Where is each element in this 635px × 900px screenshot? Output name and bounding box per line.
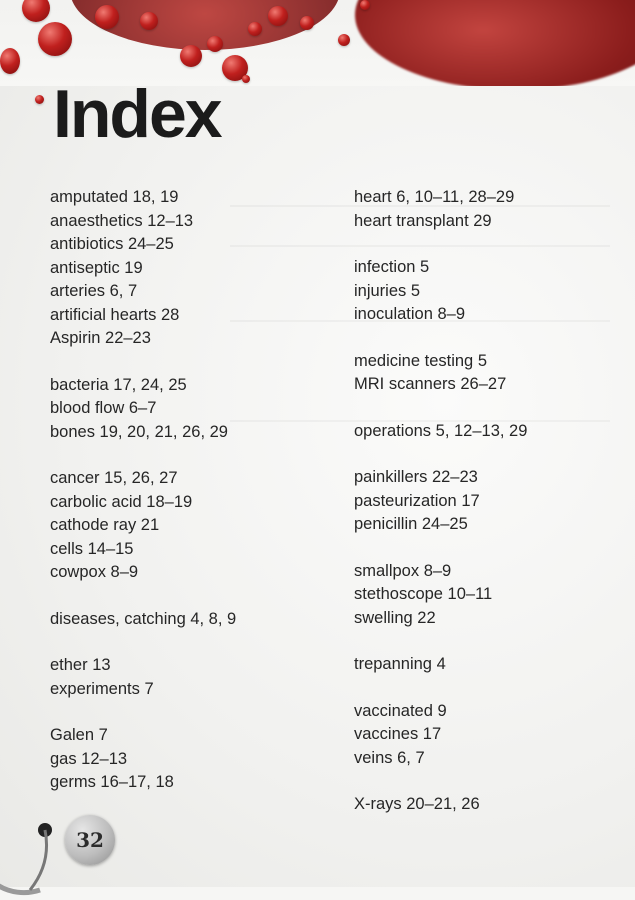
- index-group: [354, 466, 614, 537]
- blood-cell-icon: [355, 0, 635, 86]
- index-group: [354, 420, 614, 444]
- blood-drop-icon: [242, 75, 250, 83]
- index-entry: operations 5, 12–13, 29: [354, 421, 528, 440]
- blood-drop-icon: [180, 45, 202, 67]
- blood-drop-icon: [360, 0, 370, 10]
- blood-drop-icon: [35, 95, 44, 104]
- index-entry: heart 6, 10–11, 28–29: [354, 188, 515, 206]
- index-group: [50, 654, 310, 701]
- page-number-badge: 32: [65, 815, 115, 865]
- index-column-left: [50, 186, 310, 818]
- index-entry: blood flow 6–7: [50, 399, 157, 417]
- index-group: [354, 793, 614, 817]
- blood-drop-icon: [207, 36, 223, 52]
- index-group: [354, 186, 614, 233]
- index-entry: bones 19, 20, 21, 26, 29: [50, 422, 228, 441]
- blood-drop-icon: [95, 5, 119, 29]
- index-group: [354, 350, 614, 397]
- index-entry: medicine testing 5: [354, 351, 487, 370]
- index-column-right: [354, 186, 614, 840]
- blood-drop-icon: [268, 6, 288, 26]
- index-entry: inoculation 8–9: [354, 305, 466, 323]
- index-entry: pasteurization 17: [354, 491, 480, 510]
- index-entry: germs 16–17, 18: [50, 773, 174, 791]
- index-entry: arteries 6, 7: [50, 282, 138, 300]
- index-entry: Aspirin 22–23: [50, 329, 151, 347]
- index-entry: experiments 7: [50, 679, 154, 698]
- index-entry: infection 5: [354, 258, 430, 276]
- index-group: [354, 653, 614, 677]
- index-entry: ether 13: [50, 656, 111, 674]
- index-entry: stethoscope 10–11: [354, 585, 493, 603]
- index-group: [50, 724, 310, 795]
- index-group: [354, 560, 614, 631]
- index-entry: X-rays 20–21, 26: [354, 795, 480, 813]
- index-entry: vaccinated 9: [354, 701, 447, 720]
- index-entry: smallpox 8–9: [354, 561, 452, 580]
- index-group: [354, 700, 614, 771]
- index-entry: diseases, catching 4, 8, 9: [50, 609, 237, 628]
- index-entry: gas 12–13: [50, 749, 128, 768]
- blood-drop-icon: [0, 48, 20, 74]
- index-entry: painkillers 22–23: [354, 468, 478, 486]
- index-entry: antiseptic 19: [50, 258, 143, 277]
- blood-drop-icon: [38, 22, 72, 56]
- index-entry: MRI scanners 26–27: [354, 375, 507, 393]
- index-group: [50, 374, 310, 445]
- blood-drop-icon: [22, 0, 50, 22]
- index-entry: vaccines 17: [354, 725, 442, 743]
- index-entry: injuries 5: [354, 281, 421, 300]
- index-entry: cancer 15, 26, 27: [50, 469, 178, 487]
- index-group: [50, 467, 310, 585]
- index-group: [50, 186, 310, 351]
- blood-drop-icon: [300, 16, 314, 30]
- index-entry: penicillin 24–25: [354, 515, 468, 533]
- index-entry: trepanning 4: [354, 655, 446, 673]
- blood-drop-icon: [140, 12, 158, 30]
- index-entry: anaesthetics 12–13: [50, 211, 194, 230]
- stethoscope-icon: [0, 730, 80, 900]
- index-entry: veins 6, 7: [354, 748, 425, 767]
- index-entry: heart transplant 29: [354, 211, 492, 230]
- index-entry: Galen 7: [50, 726, 108, 744]
- index-entry: artificial hearts 28: [50, 305, 180, 324]
- blood-cells-banner: [0, 0, 635, 86]
- index-entry: carbolic acid 18–19: [50, 492, 193, 511]
- index-group: [354, 256, 614, 327]
- index-entry: swelling 22: [354, 608, 436, 627]
- index-entry: cells 14–15: [50, 539, 134, 558]
- page-title: Index: [53, 76, 221, 152]
- index-entry: cathode ray 21: [50, 516, 160, 534]
- blood-drop-icon: [338, 34, 350, 46]
- index-entry: bacteria 17, 24, 25: [50, 375, 187, 394]
- index-group: [50, 608, 310, 632]
- index-entry: amputated 18, 19: [50, 188, 179, 206]
- index-entry: antibiotics 24–25: [50, 235, 174, 253]
- blood-drop-icon: [248, 22, 262, 36]
- index-entry: cowpox 8–9: [50, 563, 139, 581]
